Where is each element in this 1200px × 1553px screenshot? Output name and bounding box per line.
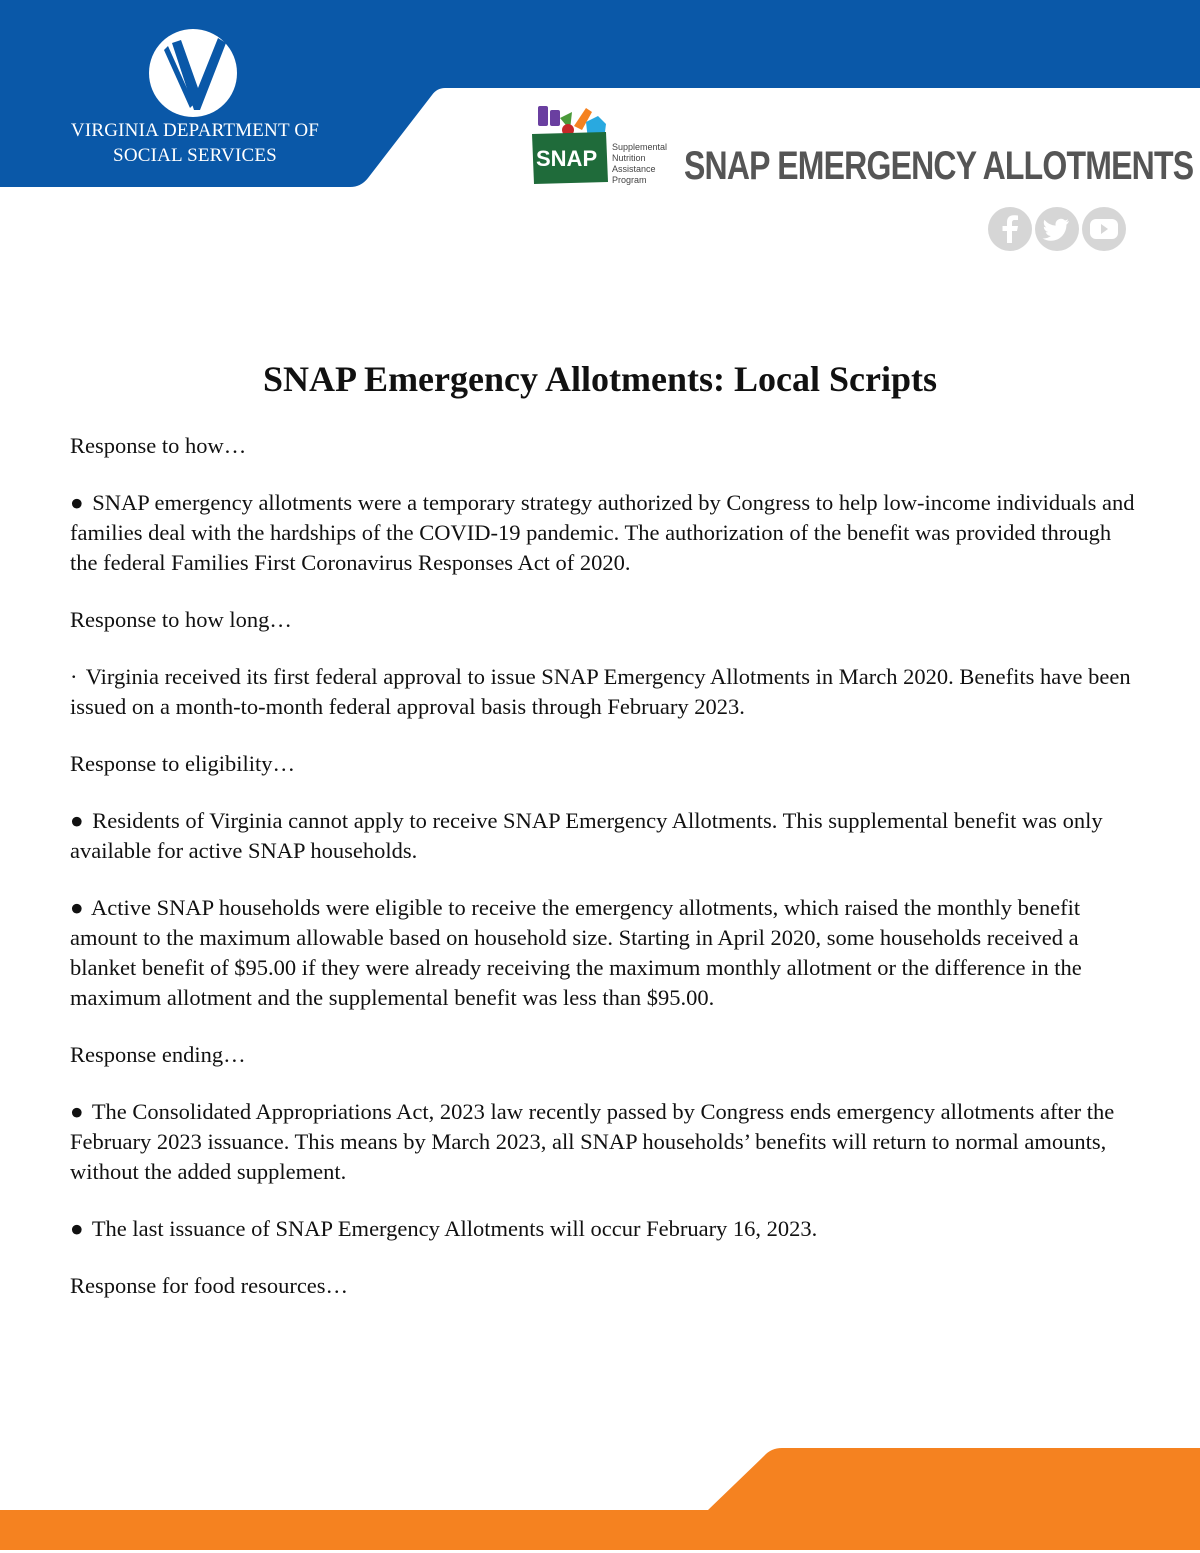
facebook-icon[interactable] <box>988 207 1032 251</box>
youtube-icon[interactable] <box>1082 207 1126 251</box>
organization-name-line1: VIRGINIA DEPARTMENT OF <box>70 120 320 141</box>
bullet-text: The Consolidated Appropriations Act, 2023 law recently passed by Congress ends emergency allotments after the February 2023 issuance. This means by March 2023, all SNAP households’ benefits will return to normal amounts, without the added supplement. <box>70 1099 1115 1184</box>
section-heading: Response ending… <box>70 1042 246 1067</box>
snap-mark: SNAP <box>536 146 598 171</box>
bullet-item <box>70 1097 1135 1187</box>
bullet-icon: ● <box>70 490 84 515</box>
bullet-icon: ● <box>70 1099 84 1124</box>
twitter-icon[interactable] <box>1035 207 1079 251</box>
bullet-icon: ● <box>70 895 84 920</box>
bullet-text: Virginia received its first federal approval to issue SNAP Emergency Allotments in March 2020. Benefits have been issued on a month-to-month federal approval basis through February 2023. <box>70 664 1131 719</box>
bullet-text: SNAP emergency allotments were a temporary strategy authorized by Congress to help low-income individuals and families deal with the hardships of the COVID-19 pandemic. The authorization of the benefit was provided through the federal Families First Coronavirus Responses Act of 2020. <box>70 490 1135 575</box>
footer-banner <box>0 1440 1200 1553</box>
page-title: SNAP Emergency Allotments: Local Scripts <box>263 359 937 399</box>
snap-line4: Program <box>612 175 647 185</box>
bullet-icon: · <box>70 664 78 689</box>
bullet-text: Residents of Virginia cannot apply to receive SNAP Emergency Allotments. This supplemental benefit was only available for active SNAP households. <box>70 808 1103 863</box>
snap-line1: Supplemental <box>612 142 668 152</box>
bullet-text: Active SNAP households were eligible to receive the emergency allotments, which raised the monthly benefit amount to the maximum allowable based on household size. Starting in April 2020, some households received a blanket benefit of $95.00 if they were already receiving the maximum monthly allotment or the difference in the maximum allotment and the supplemental benefit was less than $95.00. <box>70 895 1082 1010</box>
section-heading: Response to eligibility… <box>70 751 295 776</box>
vdss-logo-icon <box>148 28 238 118</box>
snap-logo <box>528 104 676 186</box>
document-body <box>70 431 1135 1328</box>
bullet-icon: ● <box>70 808 84 833</box>
organization-name-line2: SOCIAL SERVICES <box>113 145 277 166</box>
section-heading: Response to how… <box>70 433 247 458</box>
bullet-item <box>70 1214 1135 1244</box>
bullet-item <box>70 662 1135 722</box>
snap-line3: Assistance <box>612 164 656 174</box>
section-heading: Response to how long… <box>70 607 292 632</box>
section-heading: Response for food resources… <box>70 1273 349 1298</box>
bullet-text: The last issuance of SNAP Emergency Allotments will occur February 16, 2023. <box>91 1216 818 1241</box>
bullet-item <box>70 806 1135 866</box>
bullet-item <box>70 488 1135 578</box>
header-title: SNAP EMERGENCY ALLOTMENTS <box>684 144 1194 188</box>
bullet-item <box>70 893 1135 1013</box>
bullet-icon: ● <box>70 1216 84 1241</box>
snap-line2: Nutrition <box>612 153 646 163</box>
organization-name <box>30 118 360 168</box>
social-links <box>988 207 1126 251</box>
